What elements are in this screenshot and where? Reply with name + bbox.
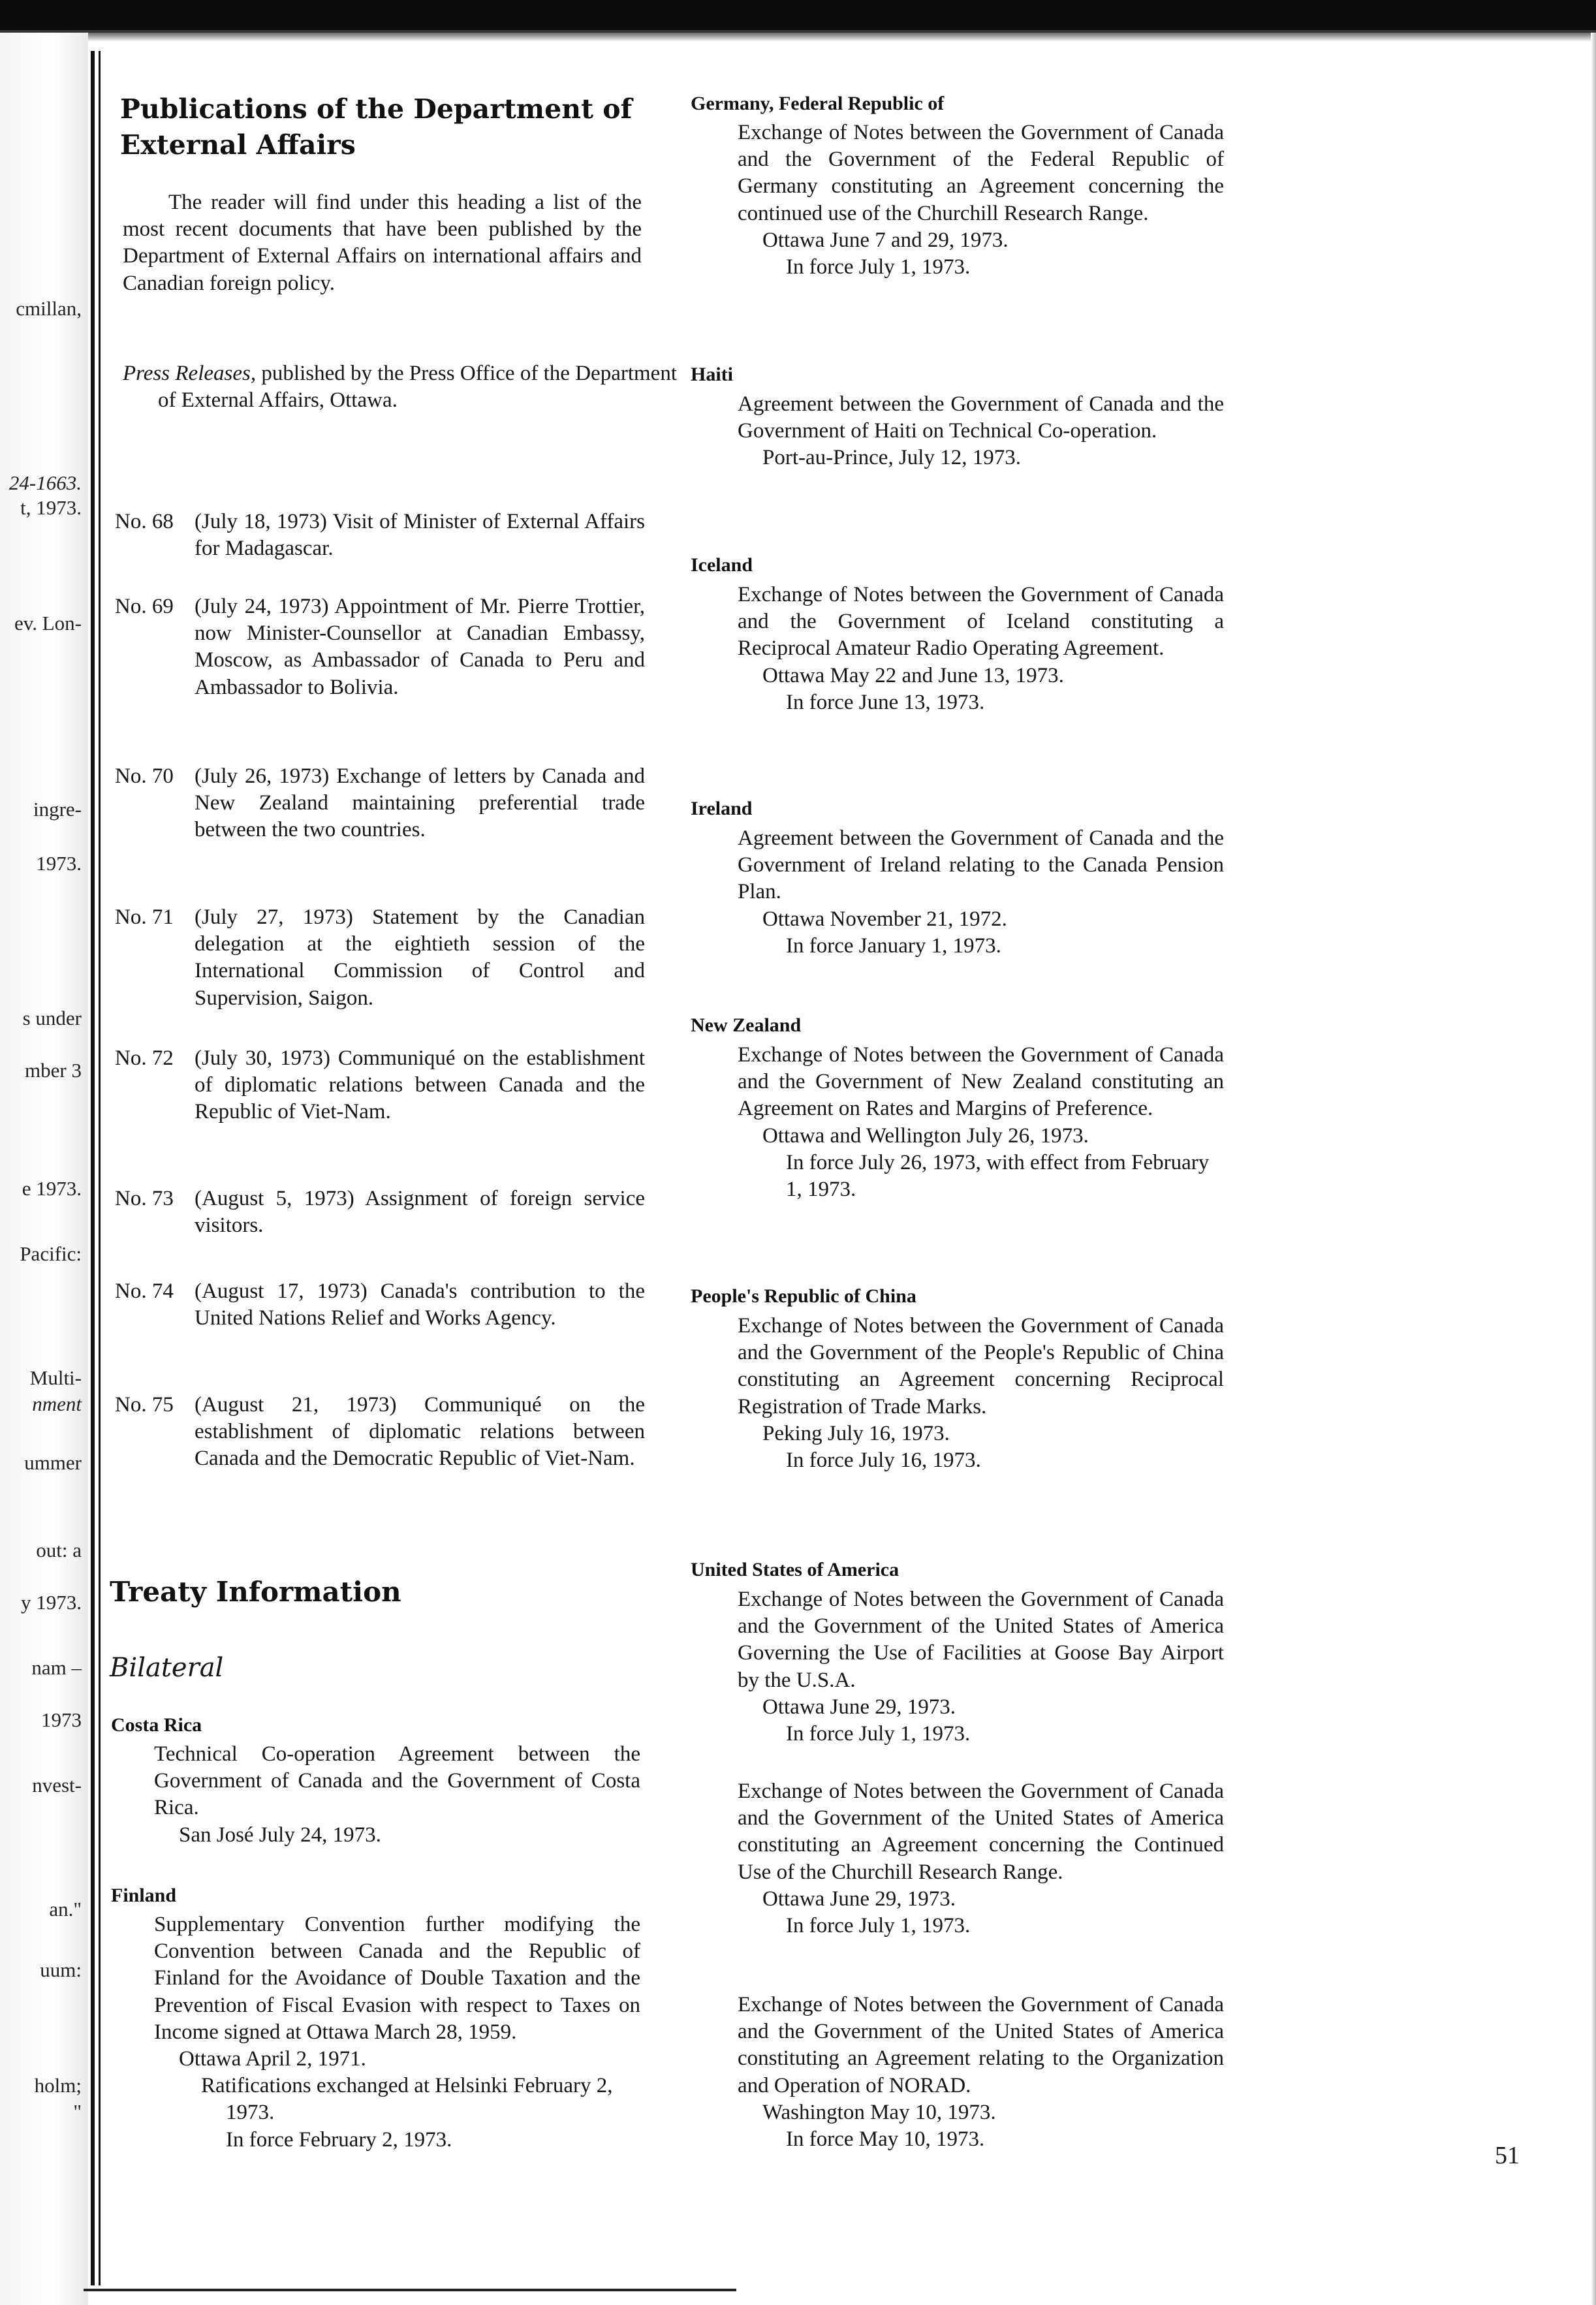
gutter-rule-thin [99, 51, 101, 2285]
treaty-text: Exchange of Notes between the Government of Canada and the Government of the United States of America constituting an Agreement relating to the Organization and Operation of NORAD. [738, 1993, 1224, 2097]
release-number: No. 75 [115, 1393, 174, 1417]
page-number: 51 [1495, 2142, 1520, 2169]
treaty-in-force: In force July 1, 1973. [786, 255, 971, 279]
country-heading: New Zealand [691, 1014, 802, 1036]
prev-page-fragment: ummer [24, 1451, 82, 1474]
prev-page-fragment: 1973 [41, 1708, 82, 1731]
treaty-text: Exchange of Notes between the Government of Canada and the Government of the People's Republic of China constituting an Agreement concerning Reciprocal Registration of Trade Marks. [738, 1314, 1224, 1419]
prev-page-fragment: uum: [40, 1958, 82, 1981]
treaty-entry [738, 1778, 1224, 1939]
prev-page-fragment: 24-1663. [8, 471, 82, 494]
release-text: (July 27, 1973) Statement by the Canadian delegation at the eightieth session of the International Commission of Control and Supervision, Saigon. [195, 905, 645, 1010]
release-text: (July 18, 1973) Visit of Minister of External Affairs for Madagascar. [195, 510, 645, 561]
bilateral-subtitle: Bilateral [110, 1653, 224, 1683]
prev-page-fragment: holm; [34, 2074, 82, 2097]
gutter-rule [91, 51, 95, 2285]
treaty-text: Technical Co-operation Agreement between the Government of Canada and the Government of Costa Rica. [154, 1742, 640, 1820]
release-number: No. 72 [115, 1046, 174, 1070]
press-release-item [115, 1392, 645, 1473]
prev-page-fragment: out: a [36, 1539, 82, 1561]
treaty-text: Agreement between the Government of Canada and the Government of Haiti on Technical Co-operation. [738, 392, 1224, 443]
press-release-item [115, 1278, 645, 1332]
treaty-text: Exchange of Notes between the Government of Canada and the Government of New Zealand constituting an Agreement on Rates and Margins of Preference. [738, 1043, 1224, 1121]
country-heading: People's Republic of China [691, 1285, 916, 1307]
release-text: (July 24, 1973) Appointment of Mr. Pierre Trottier, now Minister-Counsellor at Canadian Embassy, Moscow, as Ambassador of Canada to Peru and Ambassador to Bolivia. [195, 595, 645, 699]
treaty-place-date: Ottawa April 2, 1971. [179, 2047, 366, 2071]
treaty-text: Exchange of Notes between the Government of Canada and the Government of the United States of America constituting an Agreement concerning the Continued Use of the Churchill Research Range. [738, 1780, 1224, 1884]
scan-top-edge [0, 0, 1596, 33]
press-release-item [115, 904, 645, 1012]
treaty-in-force: In force July 1, 1973. [786, 1722, 971, 1746]
prev-page-fragment: e 1973. [22, 1177, 82, 1200]
treaty-place-date: Ottawa May 22 and June 13, 1973. [762, 663, 1064, 687]
prev-page-fragment: Multi- [29, 1366, 82, 1389]
treaty-entry [738, 119, 1224, 281]
treaty-place-date: Port-au-Prince, July 12, 1973. [762, 446, 1021, 470]
prev-page-fragment: nam – [31, 1656, 82, 1679]
treaty-place-date: Peking July 16, 1973. [762, 1421, 950, 1445]
release-number: No. 73 [115, 1187, 174, 1210]
press-release-item [115, 509, 645, 562]
treaty-entry [738, 1992, 1224, 2153]
treaty-text: Supplementary Convention further modifying the Convention between Canada and the Republic of Finland for the Avoidance of Double Taxation and the Prevention of Fiscal Evasion with respect to Taxes on Income signed at Ottawa March 28, 1959. [154, 1913, 640, 2044]
release-number: No. 71 [115, 905, 174, 929]
treaty-in-force: In force July 1, 1973. [786, 1914, 971, 1938]
treaty-place-date: Ottawa November 21, 1972. [762, 907, 1007, 931]
treaty-entry [738, 391, 1224, 472]
country-heading: Iceland [691, 554, 753, 576]
treaty-place-date: Ottawa and Wellington July 26, 1973. [762, 1123, 1089, 1148]
release-text: (July 30, 1973) Communiqué on the establishment of diplomatic relations between Canada and the Republic of Viet-Nam. [195, 1046, 645, 1124]
treaty-text: Agreement between the Government of Canada and the Government of Ireland relating to the Canada Pension Plan. [738, 826, 1224, 904]
treaty-entry [738, 582, 1224, 716]
release-number: No. 74 [115, 1279, 174, 1303]
treaty-entry [154, 1741, 640, 1849]
prev-page-fragment: ev. Lon- [14, 612, 82, 635]
country-heading: Haiti [691, 364, 733, 385]
treaty-entry [738, 1313, 1224, 1474]
country-heading: Finland [111, 1885, 177, 1906]
treaty-entry [738, 1042, 1224, 1203]
release-text: (August 17, 1973) Canada's contribution to the United Nations Relief and Works Agency. [195, 1279, 645, 1330]
treaty-in-force: In force May 10, 1973. [786, 2127, 985, 2152]
press-release-item [115, 1185, 645, 1239]
page-edge-shadow [1591, 33, 1596, 2305]
release-number: No. 68 [115, 510, 174, 533]
prev-page-fragment: ingre- [33, 798, 82, 821]
prev-page-fragment: 1973. [36, 852, 82, 875]
section-title: Publications of the Department of External Affairs [120, 93, 633, 161]
press-releases-description: published by the Press Office of the Department of External Affairs, Ottawa. [158, 362, 677, 413]
press-release-item [115, 763, 645, 844]
press-release-item [115, 593, 645, 701]
intro-paragraph: The reader will find under this heading a list of the most recent documents that have been published by the Department of External Affairs on international affairs and Canadian foreign policy. [123, 191, 642, 295]
prev-page-fragment: nvest- [32, 1774, 82, 1796]
country-heading: Costa Rica [111, 1714, 202, 1736]
bottom-rule [84, 2289, 736, 2291]
scan-top-shadow [0, 30, 1596, 42]
treaty-text: Exchange of Notes between the Government of Canada and the Government of the United States of America Governing the Use of Facilities at Goose Bay Airport by the U.S.A. [738, 1588, 1224, 1692]
press-releases-heading [123, 360, 677, 414]
treaty-place-date: Washington May 10, 1973. [762, 2100, 996, 2124]
prev-page-fragment: Pacific: [20, 1242, 82, 1265]
prev-page-fragment: y 1973. [21, 1591, 82, 1614]
release-text: (July 26, 1973) Exchange of letters by Canada and New Zealand maintaining preferential trade between the two countries. [195, 764, 645, 842]
treaty-in-force: In force June 13, 1973. [786, 690, 985, 714]
treaty-information-title: Treaty Information [110, 1576, 401, 1608]
prev-page-fragment: " [73, 2100, 82, 2123]
treaty-ratification: Ratifications exchanged at Helsinki February 2, 1973. [201, 2074, 613, 2125]
treaty-place-date: Ottawa June 29, 1973. [762, 1695, 956, 1719]
treaty-text: Exchange of Notes between the Government of Canada and the Government of Iceland constituting a Reciprocal Amateur Radio Operating Agreement. [738, 583, 1224, 661]
release-text: (August 5, 1973) Assignment of foreign service visitors. [195, 1187, 645, 1238]
release-number: No. 70 [115, 764, 174, 788]
treaty-in-force: In force July 16, 1973. [786, 1449, 981, 1473]
prev-page-fragment: nment [32, 1392, 82, 1415]
country-heading: United States of America [691, 1559, 900, 1580]
country-heading: Germany, Federal Republic of [691, 93, 945, 114]
treaty-in-force: In force February 2, 1973. [226, 2127, 452, 2152]
press-release-item [115, 1045, 645, 1126]
prev-page-fragment: mber 3 [25, 1059, 82, 1082]
treaty-in-force: In force January 1, 1973. [786, 933, 1001, 958]
press-releases-label: Press Releases, [123, 362, 257, 385]
prev-page-fragment: an." [49, 1898, 82, 1921]
release-text: (August 21, 1973) Communiqué on the establishment of diplomatic relations between Canada and the Democratic Republic of Viet-Nam. [195, 1393, 645, 1471]
country-heading: Ireland [691, 798, 753, 819]
treaty-entry [738, 825, 1224, 960]
treaty-text: Exchange of Notes between the Government of Canada and the Government of the Federal Republic of Germany constituting an Agreement concerning the continued use of the Churchill Research Range. [738, 121, 1224, 225]
treaty-entry [154, 1911, 640, 2154]
prev-page-fragment: t, 1973. [20, 496, 82, 519]
release-number: No. 69 [115, 595, 174, 618]
treaty-entry [738, 1586, 1224, 1748]
treaty-in-force: In force July 26, 1973, with effect from February 1, 1973. [786, 1150, 1210, 1202]
treaty-place-date: Ottawa June 29, 1973. [762, 1887, 956, 1911]
prev-page-fragment: cmillan, [16, 297, 82, 320]
treaty-place-date: San José July 24, 1973. [179, 1823, 381, 1847]
treaty-place-date: Ottawa June 7 and 29, 1973. [762, 228, 1009, 252]
prev-page-fragment: s under [22, 1007, 82, 1029]
